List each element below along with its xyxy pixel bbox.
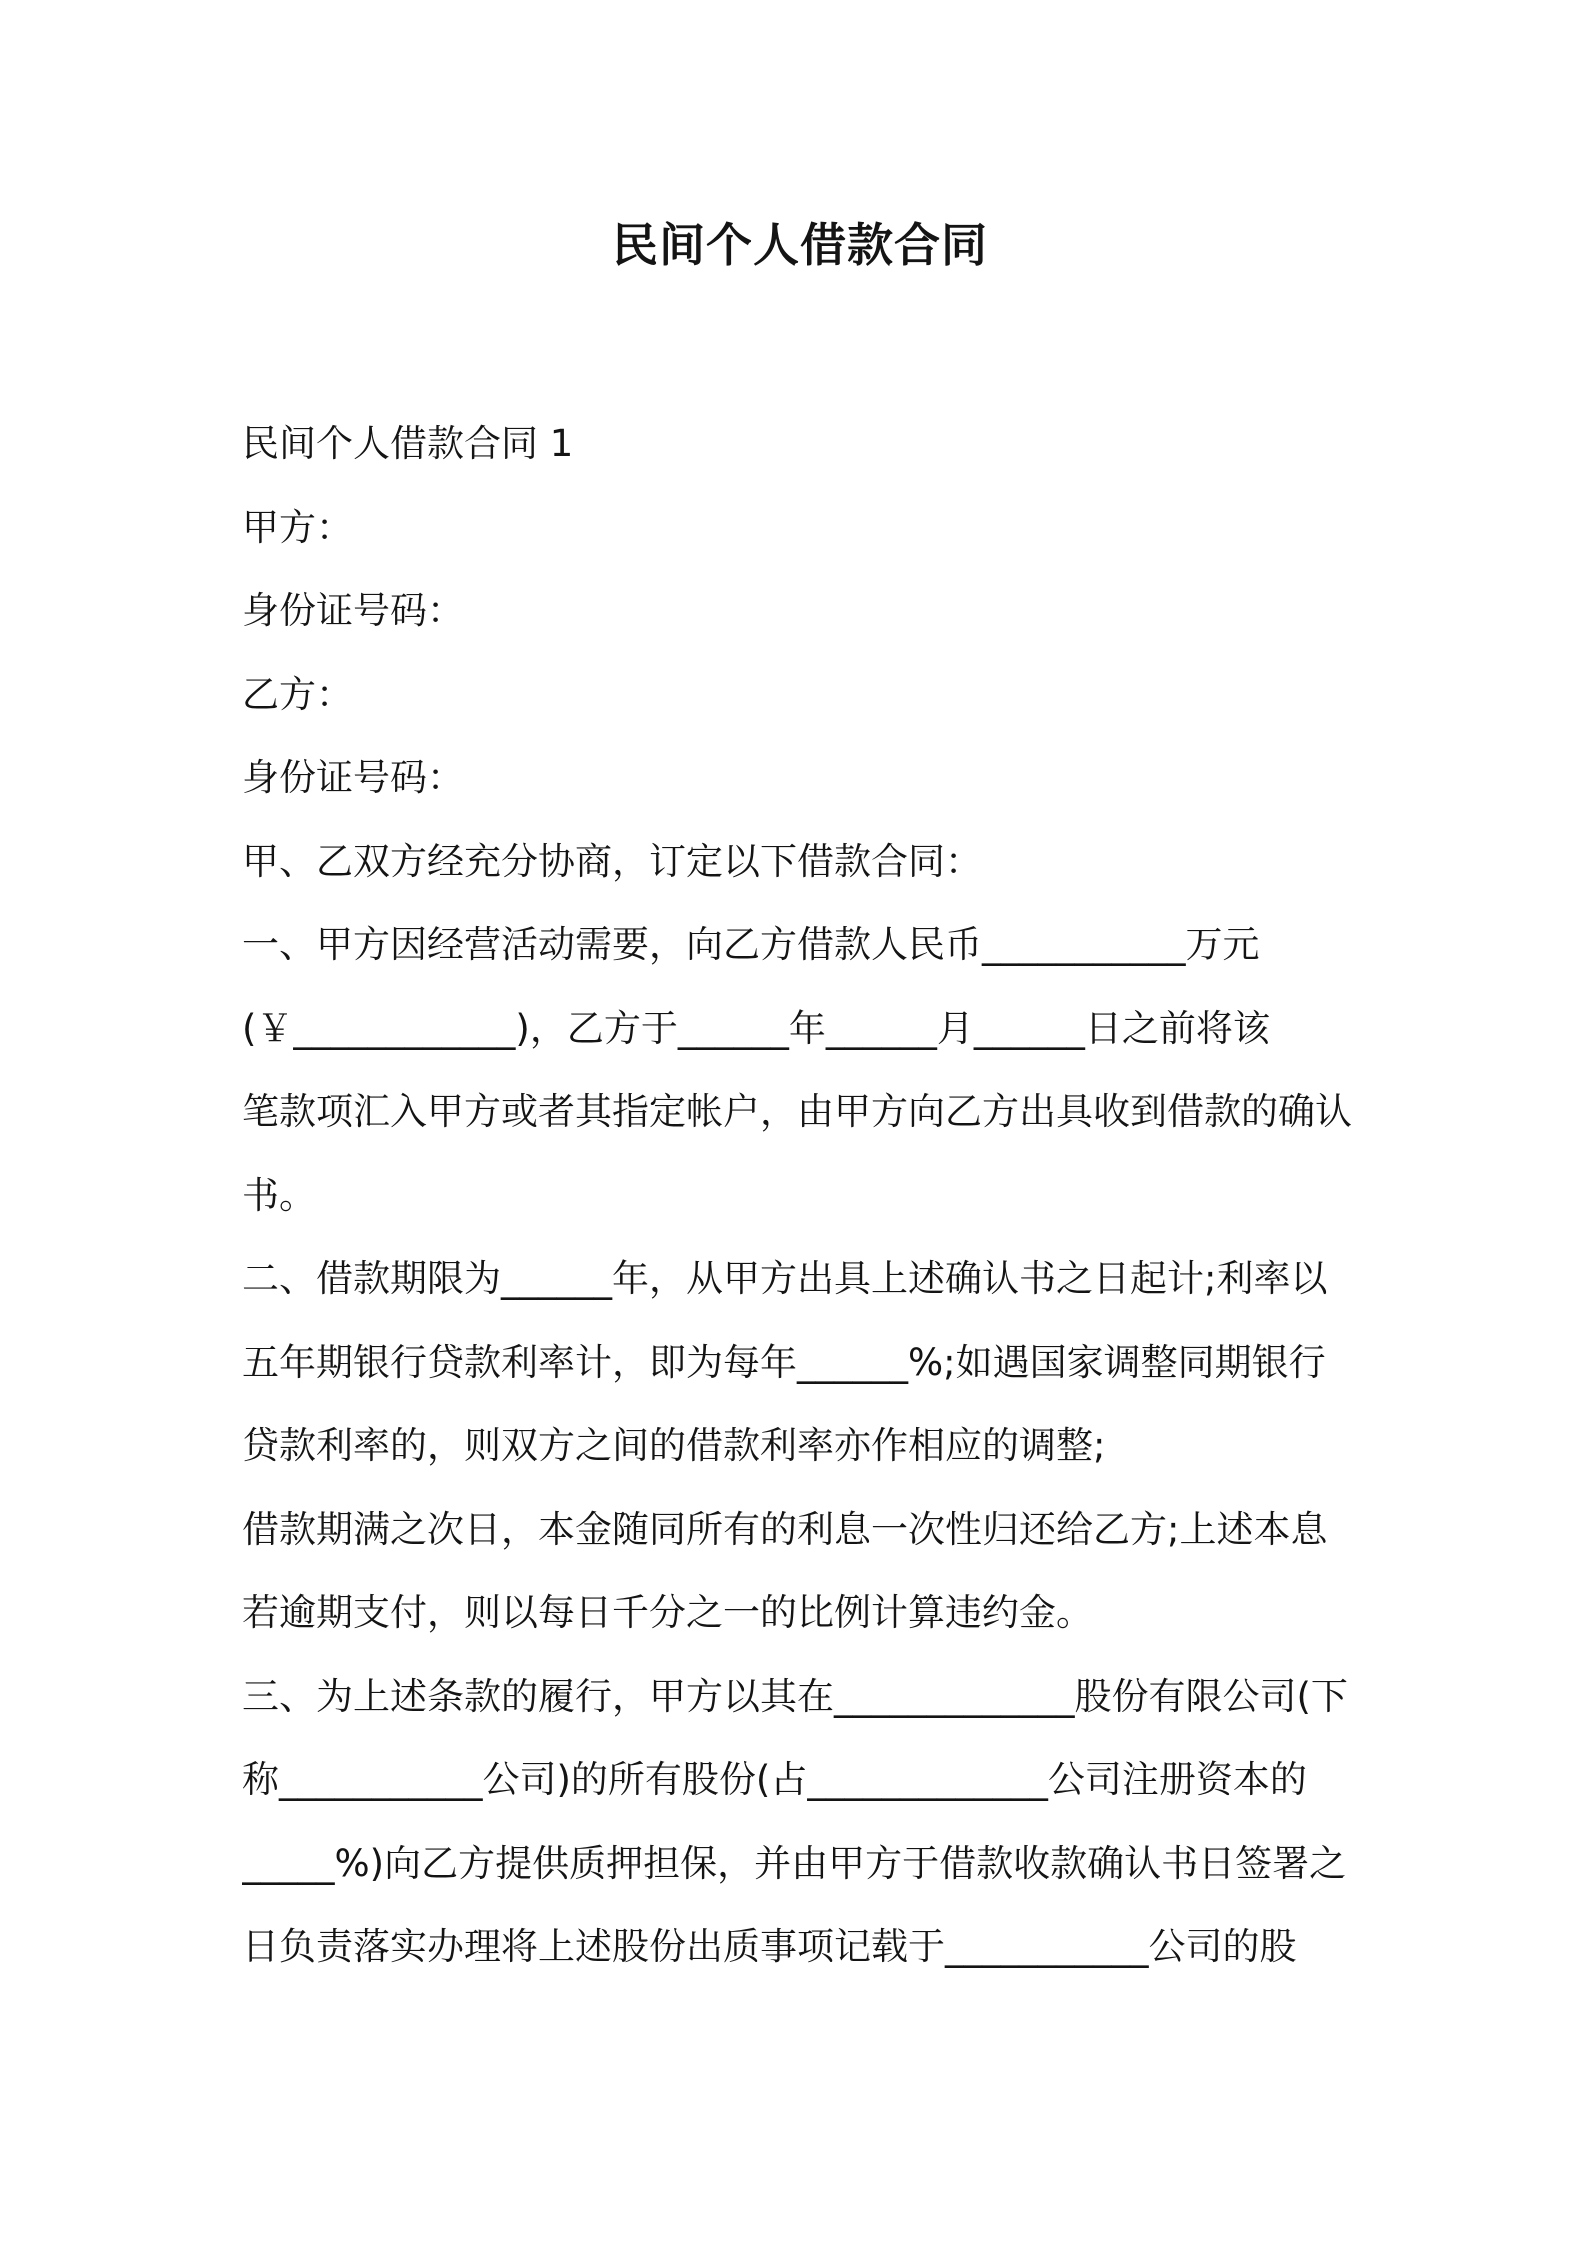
clause-2-repayment-line: 借款期满之次日，本金随同所有的利息一次性归还给乙方;上述本息: [242, 1507, 1328, 1551]
clause-3-line: 三、为上述条款的履行，甲方以其在_____________股份有限公司(下: [242, 1674, 1348, 1718]
clause-2-repayment-line: 若逾期支付，则以每日千分之一的比例计算违约金。: [242, 1591, 1093, 1634]
preamble-line: 甲、乙双方经充分协商，订定以下借款合同：: [242, 839, 982, 883]
clause-3-line: _____%)向乙方提供质押担保，并由甲方于借款收款确认书日签署之: [242, 1841, 1347, 1885]
clause-2-line: 二、借款期限为______年，从甲方出具上述确认书之日起计;利率以: [242, 1257, 1328, 1300]
contract-heading: 民间个人借款合同 1: [242, 422, 574, 465]
clause-1-line: 书。: [242, 1173, 316, 1217]
clause-1-line: 一、甲方因经营活动需要，向乙方借款人民币___________万元: [242, 923, 1260, 966]
party-b-id-line: 身份证号码：: [242, 756, 464, 799]
party-b-line: 乙方：: [242, 672, 353, 716]
party-a-line: 甲方：: [242, 505, 353, 549]
party-a-id-line: 身份证号码：: [242, 589, 464, 632]
document-title: 民间个人借款合同: [612, 218, 988, 272]
clause-1-line: (￥____________)，乙方于______年______月______日之前将该: [242, 1006, 1270, 1050]
clause-3-line: 日负责落实办理将上述股份出质事项记载于___________公司的股: [242, 1925, 1297, 1968]
clause-2-line: 贷款利率的，则双方之间的借款利率亦作相应的调整;: [242, 1424, 1106, 1467]
clause-1-line: 笔款项汇入甲方或者其指定帐户，由甲方向乙方出具收到借款的确认: [242, 1090, 1352, 1133]
clause-3-line: 称___________公司)的所有股份(占_____________公司注册资本的: [242, 1758, 1307, 1801]
clause-2-line: 五年期银行贷款利率计，即为每年______%;如遇国家调整同期银行: [242, 1340, 1326, 1384]
document-body: [242, 402, 1382, 1989]
